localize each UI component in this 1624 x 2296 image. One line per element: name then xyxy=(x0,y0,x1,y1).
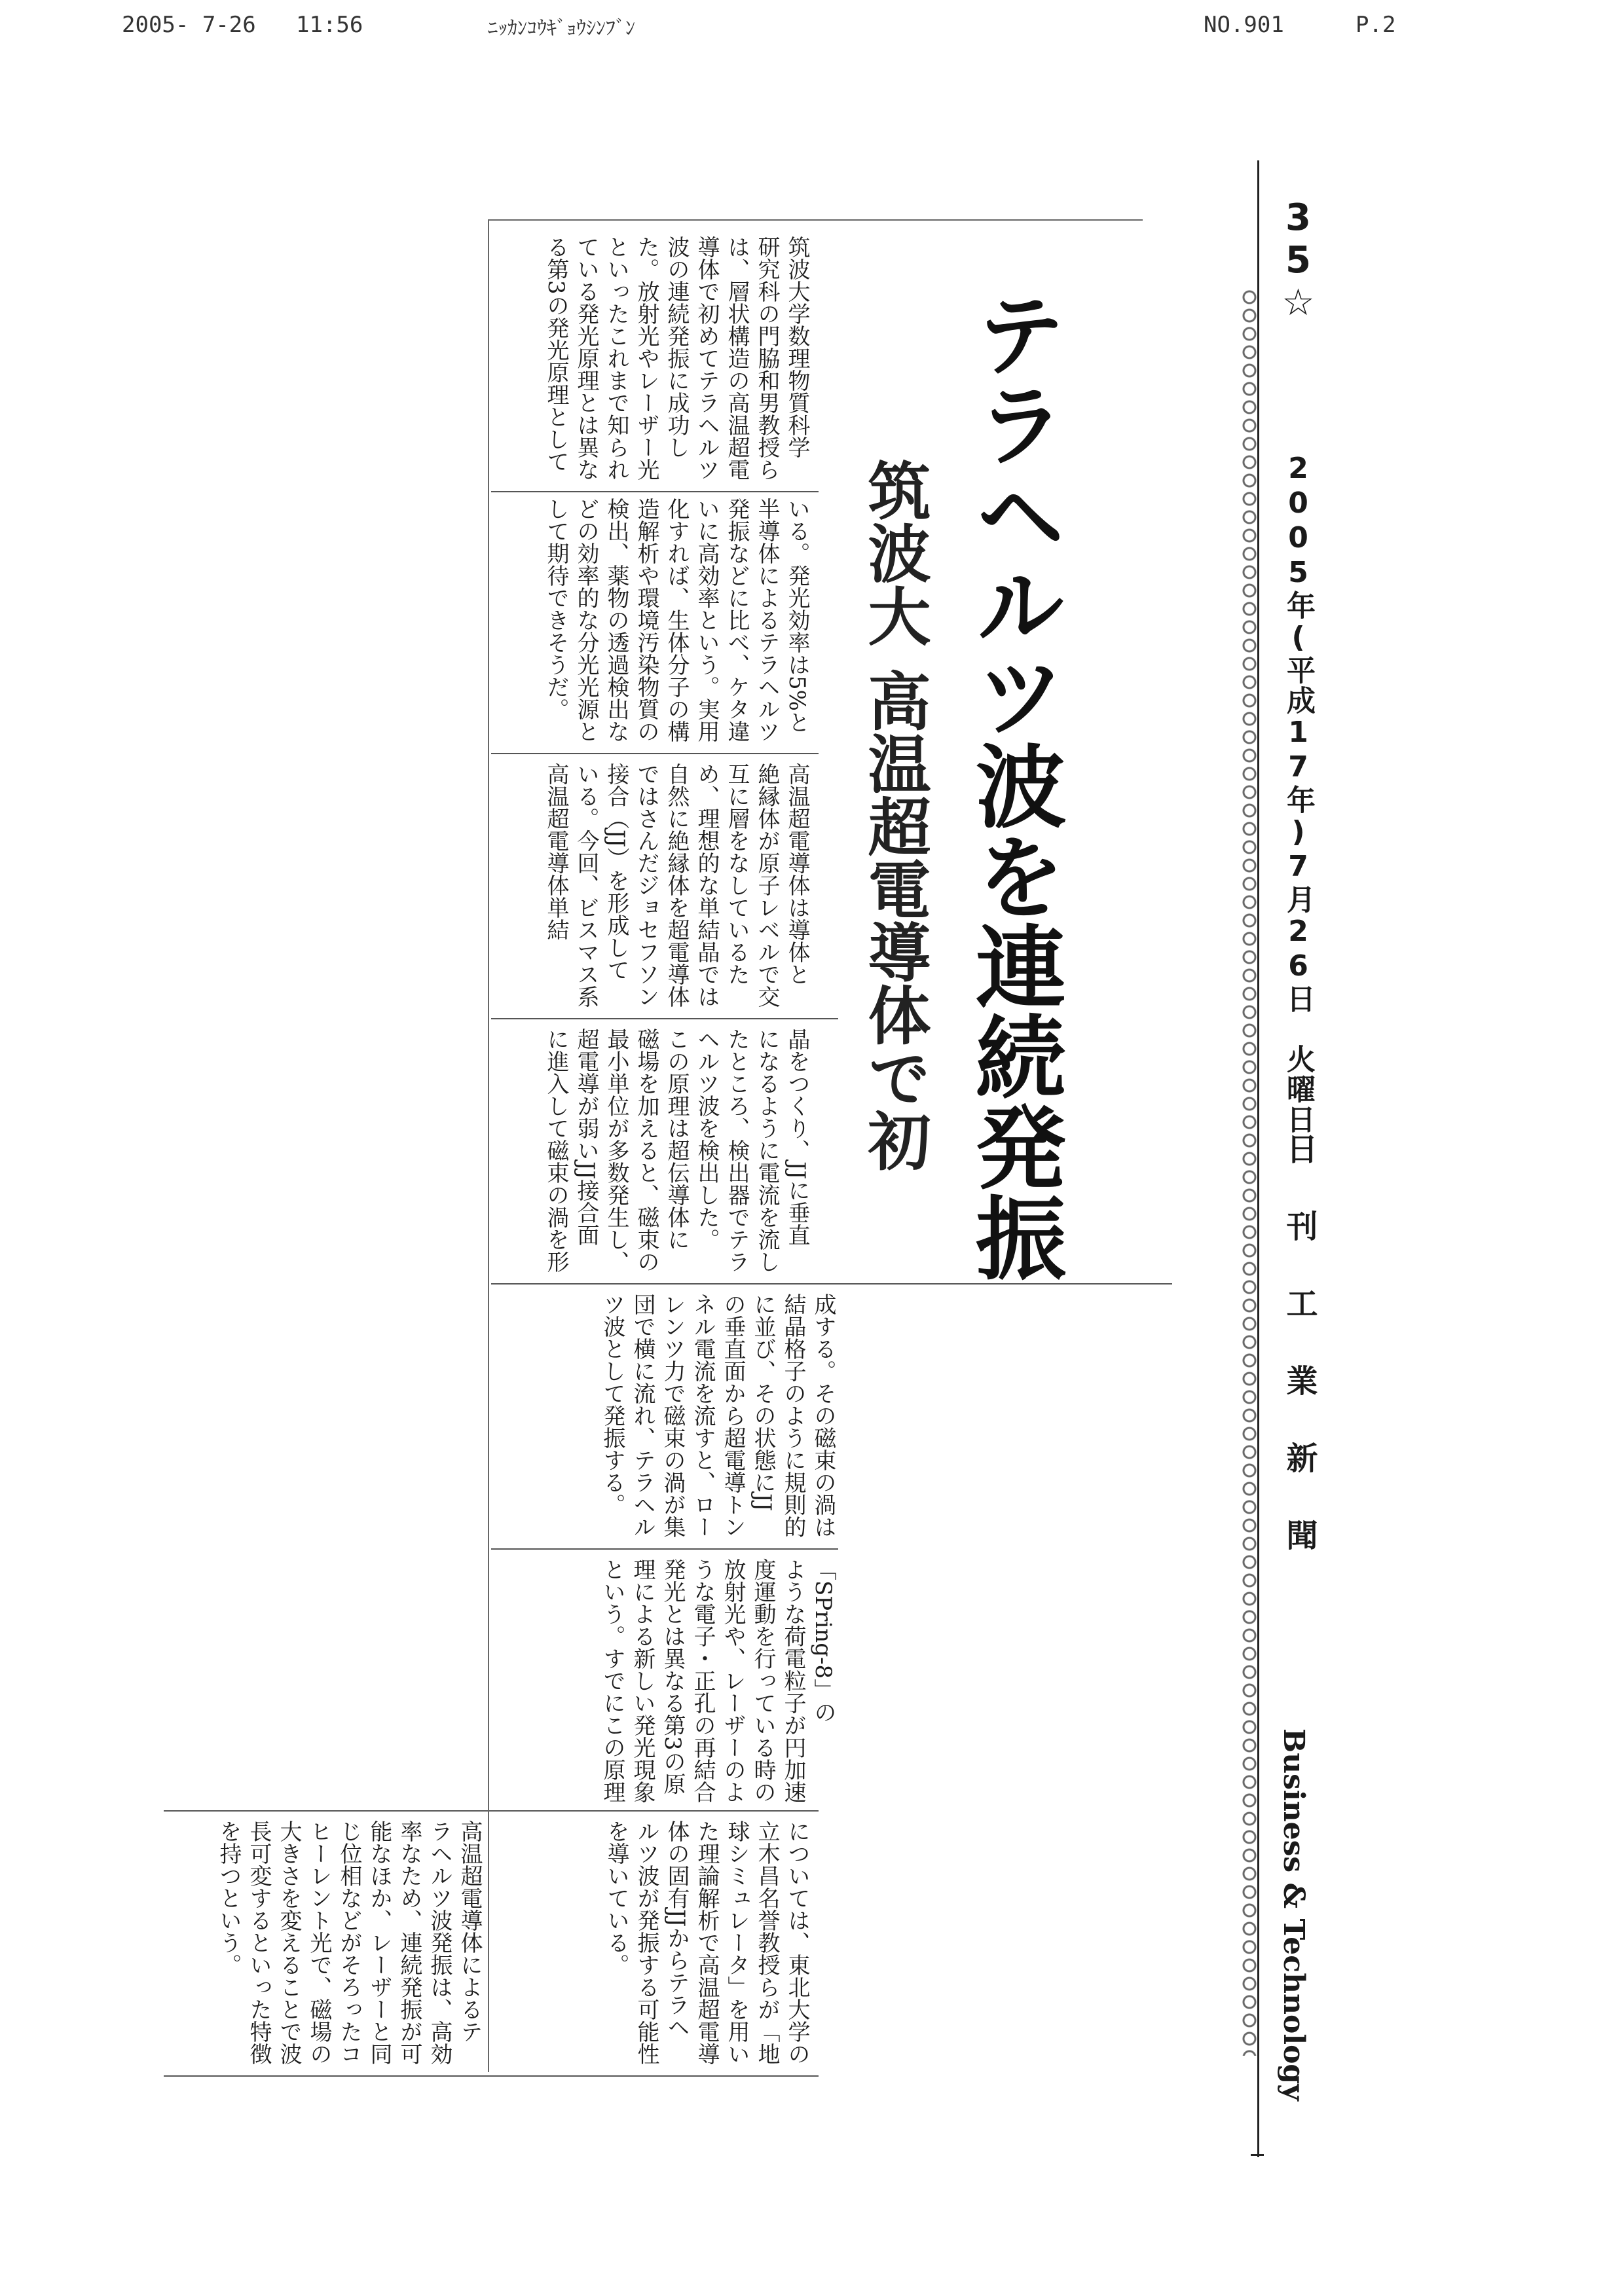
body-line: 波の連続発振に成功し xyxy=(663,236,690,458)
fax-sender: ﾆｯｶﾝｺｳｷﾞｮｳｼﾝﾌﾞﾝ xyxy=(488,17,635,40)
body-line: ている発光原理とは異な xyxy=(573,236,599,481)
subheadline: 筑波大 高温超電導体で初 xyxy=(858,458,932,1172)
body-line: 晶をつくり、JJに垂直 xyxy=(784,1028,810,1247)
article-body-2 xyxy=(498,498,812,746)
body-line: 導体で初めてテラヘルツ xyxy=(693,236,720,481)
article-body-6 xyxy=(498,1558,838,1807)
body-line: 率なため、連続発振が可 xyxy=(396,1820,422,2065)
body-line: 長可変するといった特徴 xyxy=(246,1820,272,2065)
headline: テラヘルツ波を連続発振 xyxy=(961,288,1066,1282)
fax-page: P.2 xyxy=(1356,12,1396,38)
body-line: ヒーレント光で、磁場の xyxy=(306,1820,332,2065)
body-line: 成する。その磁束の渦は xyxy=(810,1293,836,1538)
body-line: 度運動を行っている時の xyxy=(750,1558,776,1803)
body-line: 接合（JJ）を形成して xyxy=(603,763,629,981)
body-line: 放射光や、レーザーのよ xyxy=(720,1558,746,1803)
body-line: 団で横に流れ、テラヘル xyxy=(629,1293,655,1538)
body-line: いる。今回、ビスマス系 xyxy=(573,763,599,1008)
body-line: については、東北大学の xyxy=(784,1820,810,2065)
body-line: たところ、検出器でテラ xyxy=(724,1028,750,1273)
article-left-rule xyxy=(488,219,489,2072)
body-line: は、層状構造の高温超電 xyxy=(724,236,750,481)
body-line: 研究科の門脇和男教授ら xyxy=(754,236,780,481)
body-line: いに高効率という。実用 xyxy=(693,498,720,742)
fax-number: NO.901 xyxy=(1204,12,1284,38)
body-line: になるように電流を流し xyxy=(754,1028,780,1273)
section-name: Business & Technology xyxy=(1277,1728,1310,2101)
body-line: を導いている。 xyxy=(603,1820,629,1976)
body-line: 立木昌名誉教授らが「地 xyxy=(754,1820,780,2065)
article-body-3 xyxy=(498,763,812,1011)
body-line: 検出、薬物の透過検出な xyxy=(603,498,629,742)
body-line: この原理は超伝導体に xyxy=(663,1028,690,1250)
fax-date: 2005- 7-26 xyxy=(122,12,256,38)
body-line: どの効率的な分光光源と xyxy=(573,498,599,742)
body-line: た理論解析で高温超電導 xyxy=(693,1820,720,2065)
headline-divider xyxy=(832,1283,1172,1285)
body-line: うな電子・正孔の再結合 xyxy=(690,1558,716,1803)
body-line: ルツ波が発振する可能性 xyxy=(633,1820,659,2065)
tier-divider-4 xyxy=(491,1283,832,1285)
body-line: 球シミュレータ」を用い xyxy=(724,1820,750,2065)
body-line: ツ波として発振する。 xyxy=(599,1293,625,1516)
body-line: の垂直面から超電導トン xyxy=(720,1293,746,1538)
fax-time: 11:56 xyxy=(296,12,363,38)
body-line: 発光とは異なる第3の原 xyxy=(659,1558,686,1795)
body-line: に並び、その状態にJJ xyxy=(750,1293,776,1512)
body-line: ではさんだジョセフソン xyxy=(633,763,659,1008)
page-number: 35☆ xyxy=(1277,196,1320,324)
article-body-5 xyxy=(498,1293,838,1542)
fax-header xyxy=(0,12,1624,38)
body-line: 超電導が弱いJJ接合面 xyxy=(573,1028,599,1247)
body-line: 最小単位が多数発生し、 xyxy=(603,1028,629,1273)
decorative-border xyxy=(1241,288,1258,2056)
body-line: る第3の発光原理として xyxy=(543,236,569,473)
body-line: 化すれば、生体分子の構 xyxy=(663,498,690,742)
body-line: じ位相などがそろったコ xyxy=(336,1820,362,2065)
body-line: 筑波大学数理物質科学 xyxy=(784,236,810,458)
body-line: ヘルツ波を検出した。 xyxy=(693,1028,720,1250)
body-line: 能なほか、レーザーと同 xyxy=(366,1820,392,2065)
tier-divider-2 xyxy=(491,753,819,754)
masthead-rule-bottom xyxy=(1251,2154,1264,2156)
body-line: 「SPring-8」の xyxy=(810,1558,836,1724)
body-line: といったこれまで知られ xyxy=(603,236,629,481)
body-line: 高温超電導体によるテ xyxy=(456,1820,483,2043)
body-line: という。すでにこの原理 xyxy=(599,1558,625,1803)
body-line: ような荷電粒子が円加速 xyxy=(780,1558,806,1803)
article-body-8 xyxy=(170,1820,485,2069)
tier-divider-3 xyxy=(491,1018,838,1019)
body-line: 結晶格子のように規則的 xyxy=(780,1293,806,1538)
body-line: 絶縁体が原子レベルで交 xyxy=(754,763,780,1008)
body-line: 高温超電導体単結 xyxy=(543,763,569,941)
article-body-4 xyxy=(498,1028,812,1277)
body-line: に進入して磁束の渦を形 xyxy=(543,1028,569,1273)
article-body-top xyxy=(498,236,812,484)
body-line: ラヘルツ波発振は、高効 xyxy=(426,1820,452,2065)
body-line: 体の固有JJからテラヘ xyxy=(663,1820,690,2039)
newspaper-name: 日刊工業新聞 xyxy=(1281,1133,1318,1596)
body-line: 大きさを変えることで波 xyxy=(276,1820,302,2065)
body-line: 互に層をなしているた xyxy=(724,763,750,985)
body-line: 高温超電導体は導体と xyxy=(784,763,810,985)
body-line: 半導体によるテラヘルツ xyxy=(754,498,780,742)
body-line: 磁場を加えると、磁束の xyxy=(633,1028,659,1273)
article-top-rule xyxy=(488,219,1143,221)
body-line: 発振などに比べ、ケタ違 xyxy=(724,498,750,742)
body-line: して期待できそうだ。 xyxy=(543,498,569,720)
tier-divider-1 xyxy=(491,491,819,492)
body-line: 自然に絶縁体を超電導体 xyxy=(663,763,690,1008)
body-line: た。放射光やレーザー光 xyxy=(633,236,659,481)
body-line: ネル電流を流すと、ロー xyxy=(690,1293,716,1538)
body-line: 理による新しい発光現象 xyxy=(629,1558,655,1803)
body-line: め、理想的な単結晶では xyxy=(693,763,720,1008)
body-line: いる。発光効率は5%と xyxy=(784,498,810,733)
tier-divider-5 xyxy=(491,1548,838,1550)
article-body-7 xyxy=(498,1820,812,2069)
issue-date: 2005年(平成17年)7月26日 火曜日 xyxy=(1282,452,1315,1135)
body-line: レンツ力で磁束の渦が集 xyxy=(659,1293,686,1538)
body-line: を持つという。 xyxy=(215,1820,242,1976)
article-bottom-rule xyxy=(164,2075,819,2077)
tier-divider-6 xyxy=(164,1810,819,1812)
body-line: 造解析や環境汚染物質の xyxy=(633,498,659,742)
